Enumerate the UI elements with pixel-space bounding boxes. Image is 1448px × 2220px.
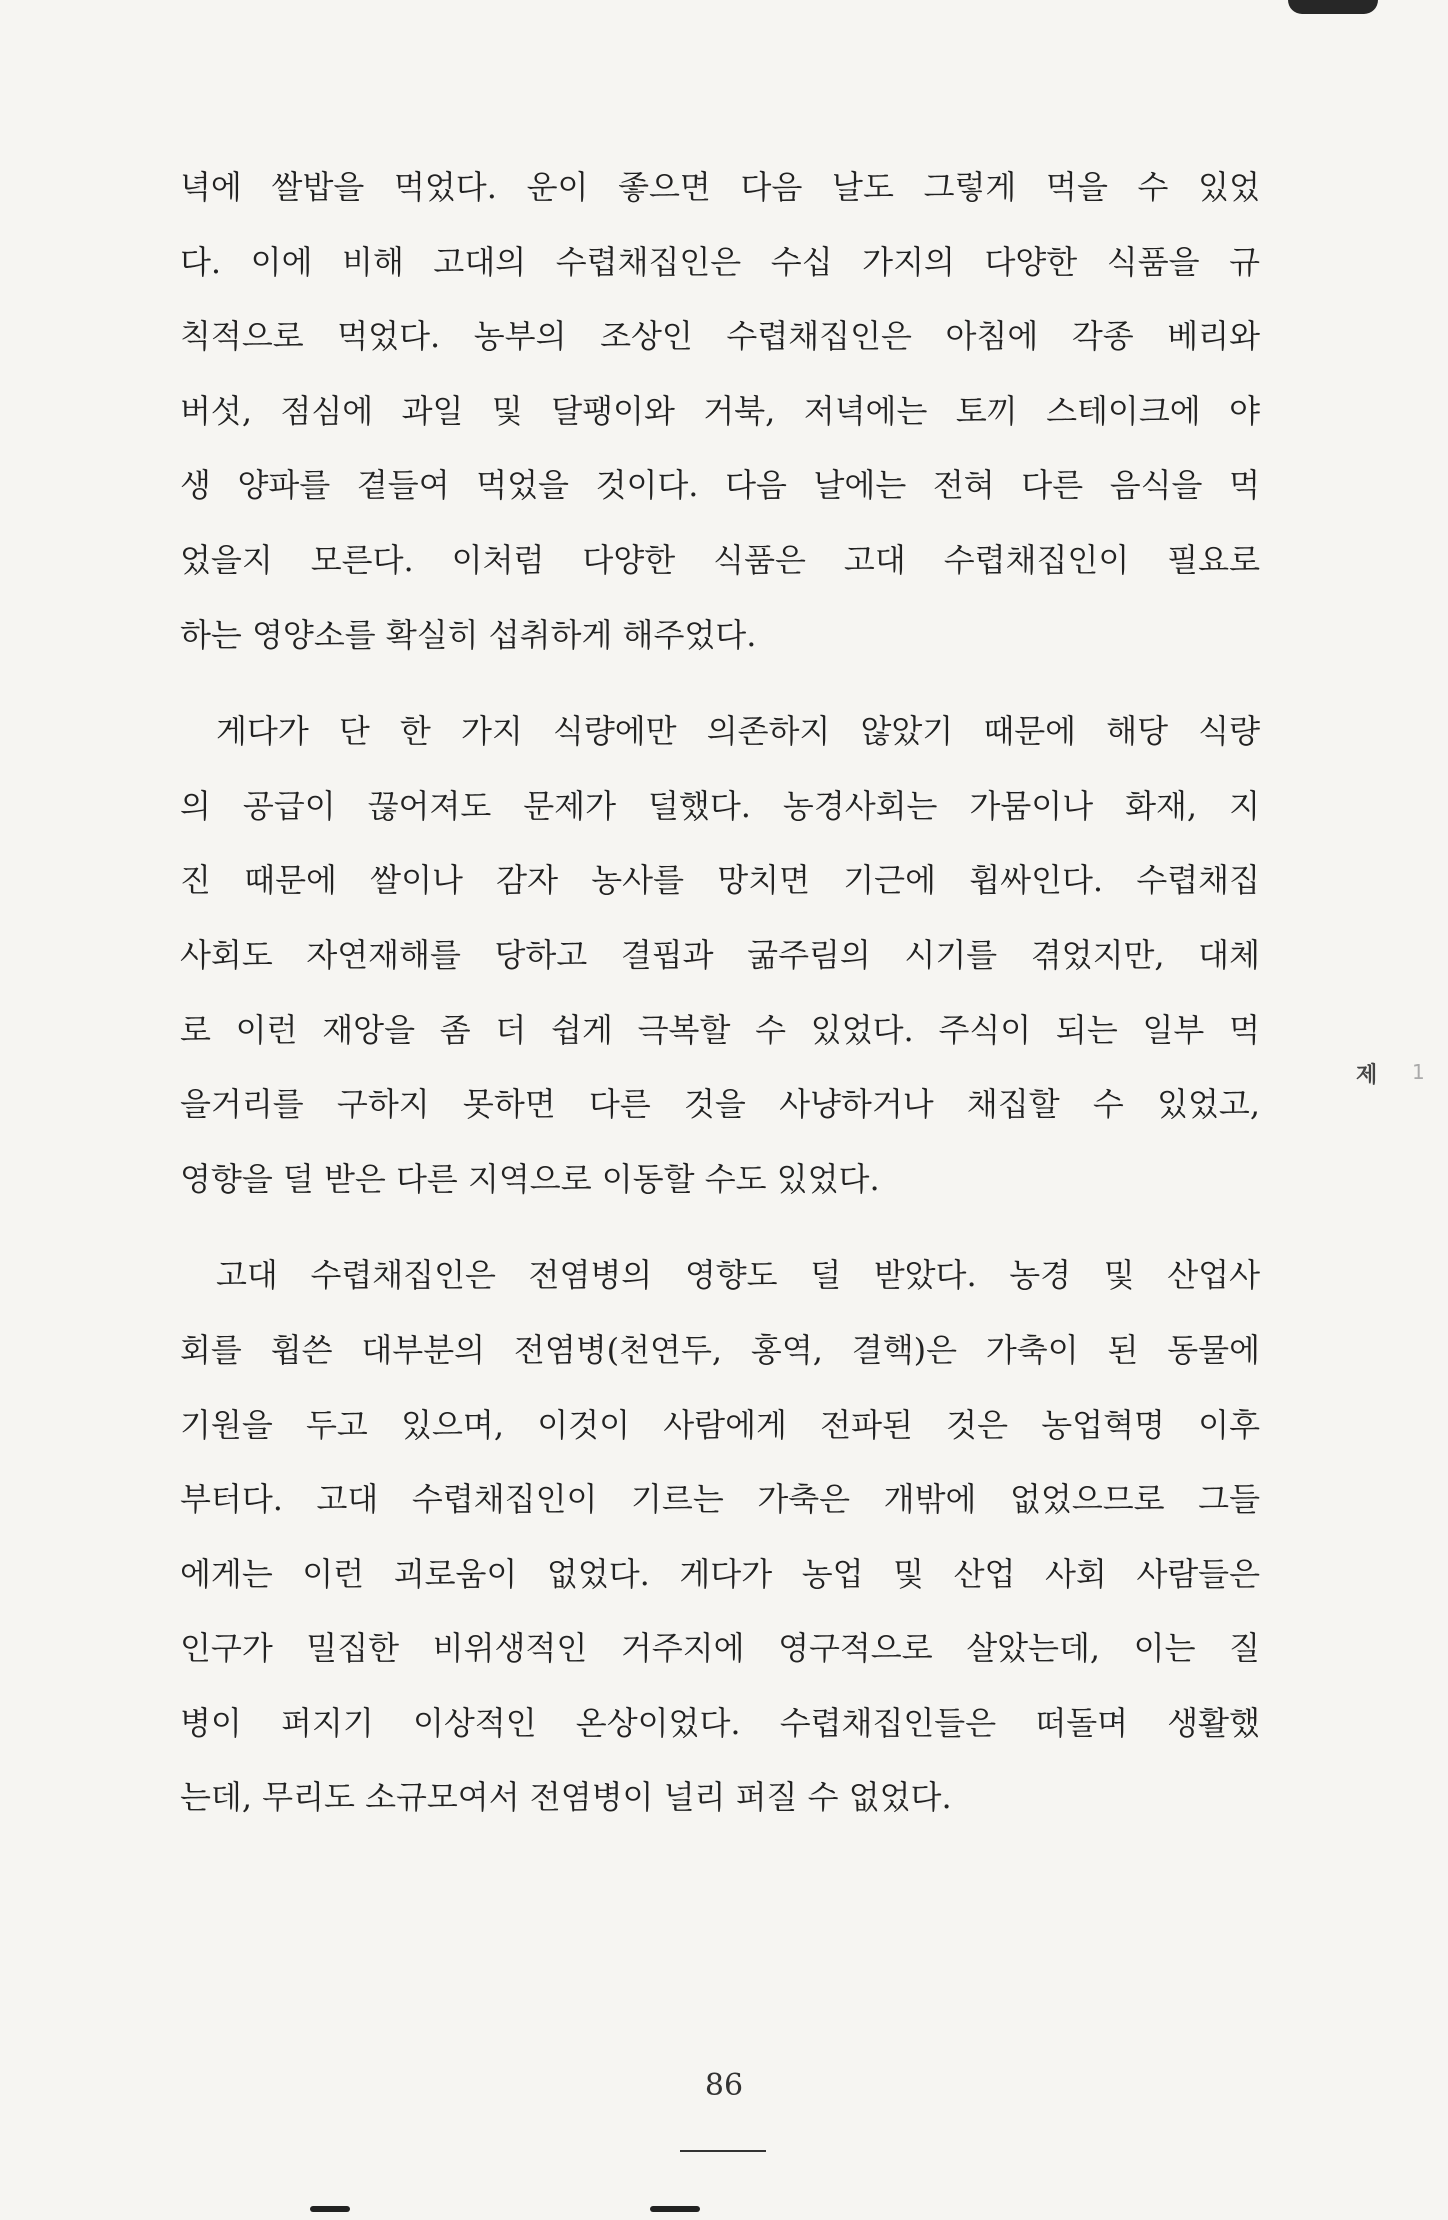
text-line: 사회도 자연재해를 당하고 결핍과 굶주림의 시기를 겪었지만, 대체 bbox=[180, 935, 1260, 974]
text-line: 병이 퍼지기 이상적인 온상이었다. 수렵채집인들은 떠돌며 생활했 bbox=[180, 1703, 1260, 1742]
text-line: 기원을 두고 있으며, 이것이 사람에게 전파된 것은 농업혁명 이후 bbox=[180, 1405, 1260, 1444]
text-line: 는데, 무리도 소규모여서 전염병이 널리 퍼질 수 없었다. bbox=[180, 1778, 952, 1817]
scan-smudge bbox=[1288, 0, 1378, 14]
text-line: 의 공급이 끊어져도 문제가 덜했다. 농경사회는 가뭄이나 화재, 지 bbox=[180, 786, 1260, 825]
text-line: 부터다. 고대 수렵채집인이 기르는 가축은 개밖에 없었으므로 그들 bbox=[180, 1480, 1260, 1519]
text-line: 생 양파를 곁들여 먹었을 것이다. 다음 날에는 전혀 다른 음식을 먹 bbox=[180, 466, 1260, 505]
scan-artifact-marks bbox=[310, 2200, 730, 2220]
paragraph-2 bbox=[180, 694, 1260, 1216]
body-text bbox=[180, 150, 1260, 1857]
text-line: 회를 휩쓴 대부분의 전염병(천연두, 홍역, 결핵)은 가축이 된 동물에 bbox=[180, 1330, 1260, 1369]
text-line: 게다가 단 한 가지 식량에만 의존하지 않았기 때문에 해당 식량 bbox=[216, 712, 1260, 751]
text-line: 하는 영양소를 확실히 섭취하게 해주었다. bbox=[180, 615, 757, 654]
text-line: 영향을 덜 받은 다른 지역으로 이동할 수도 있었다. bbox=[180, 1159, 880, 1198]
text-line: 녁에 쌀밥을 먹었다. 운이 좋으면 다음 날도 그렇게 먹을 수 있었 bbox=[180, 168, 1260, 206]
text-line: 에게는 이런 괴로움이 없었다. 게다가 농업 및 산업 사회 사람들은 bbox=[180, 1554, 1260, 1593]
page-number-rule bbox=[680, 2150, 766, 2152]
text-line: 칙적으로 먹었다. 농부의 조상인 수렵채집인은 아침에 각종 베리와 bbox=[180, 317, 1260, 356]
chapter-side-mark-number: 1 bbox=[1412, 1060, 1425, 1084]
text-line: 었을지 모른다. 이처럼 다양한 식품은 고대 수렵채집인이 필요로 bbox=[180, 540, 1260, 579]
chapter-side-mark: 제 bbox=[1356, 1063, 1378, 1088]
text-line: 인구가 밀집한 비위생적인 거주지에 영구적으로 살았는데, 이는 질 bbox=[180, 1629, 1260, 1668]
text-line: 버섯, 점심에 과일 및 달팽이와 거북, 저녁에는 토끼 스테이크에 야 bbox=[180, 391, 1260, 430]
paragraph-3 bbox=[180, 1238, 1260, 1835]
text-line: 진 때문에 쌀이나 감자 농사를 망치면 기근에 휩싸인다. 수렵채집 bbox=[180, 861, 1260, 900]
text-line: 을거리를 구하지 못하면 다른 것을 사냥하거나 채집할 수 있었고, bbox=[180, 1085, 1260, 1124]
text-line: 다. 이에 비해 고대의 수렵채집인은 수십 가지의 다양한 식품을 규 bbox=[180, 242, 1260, 281]
page-number: 86 bbox=[704, 2068, 744, 2103]
paragraph-1 bbox=[180, 150, 1260, 672]
text-line: 로 이런 재앙을 좀 더 쉽게 극복할 수 있었다. 주식이 되는 일부 먹 bbox=[180, 1010, 1260, 1049]
text-line: 고대 수렵채집인은 전염병의 영향도 덜 받았다. 농경 및 산업사 bbox=[216, 1256, 1260, 1295]
